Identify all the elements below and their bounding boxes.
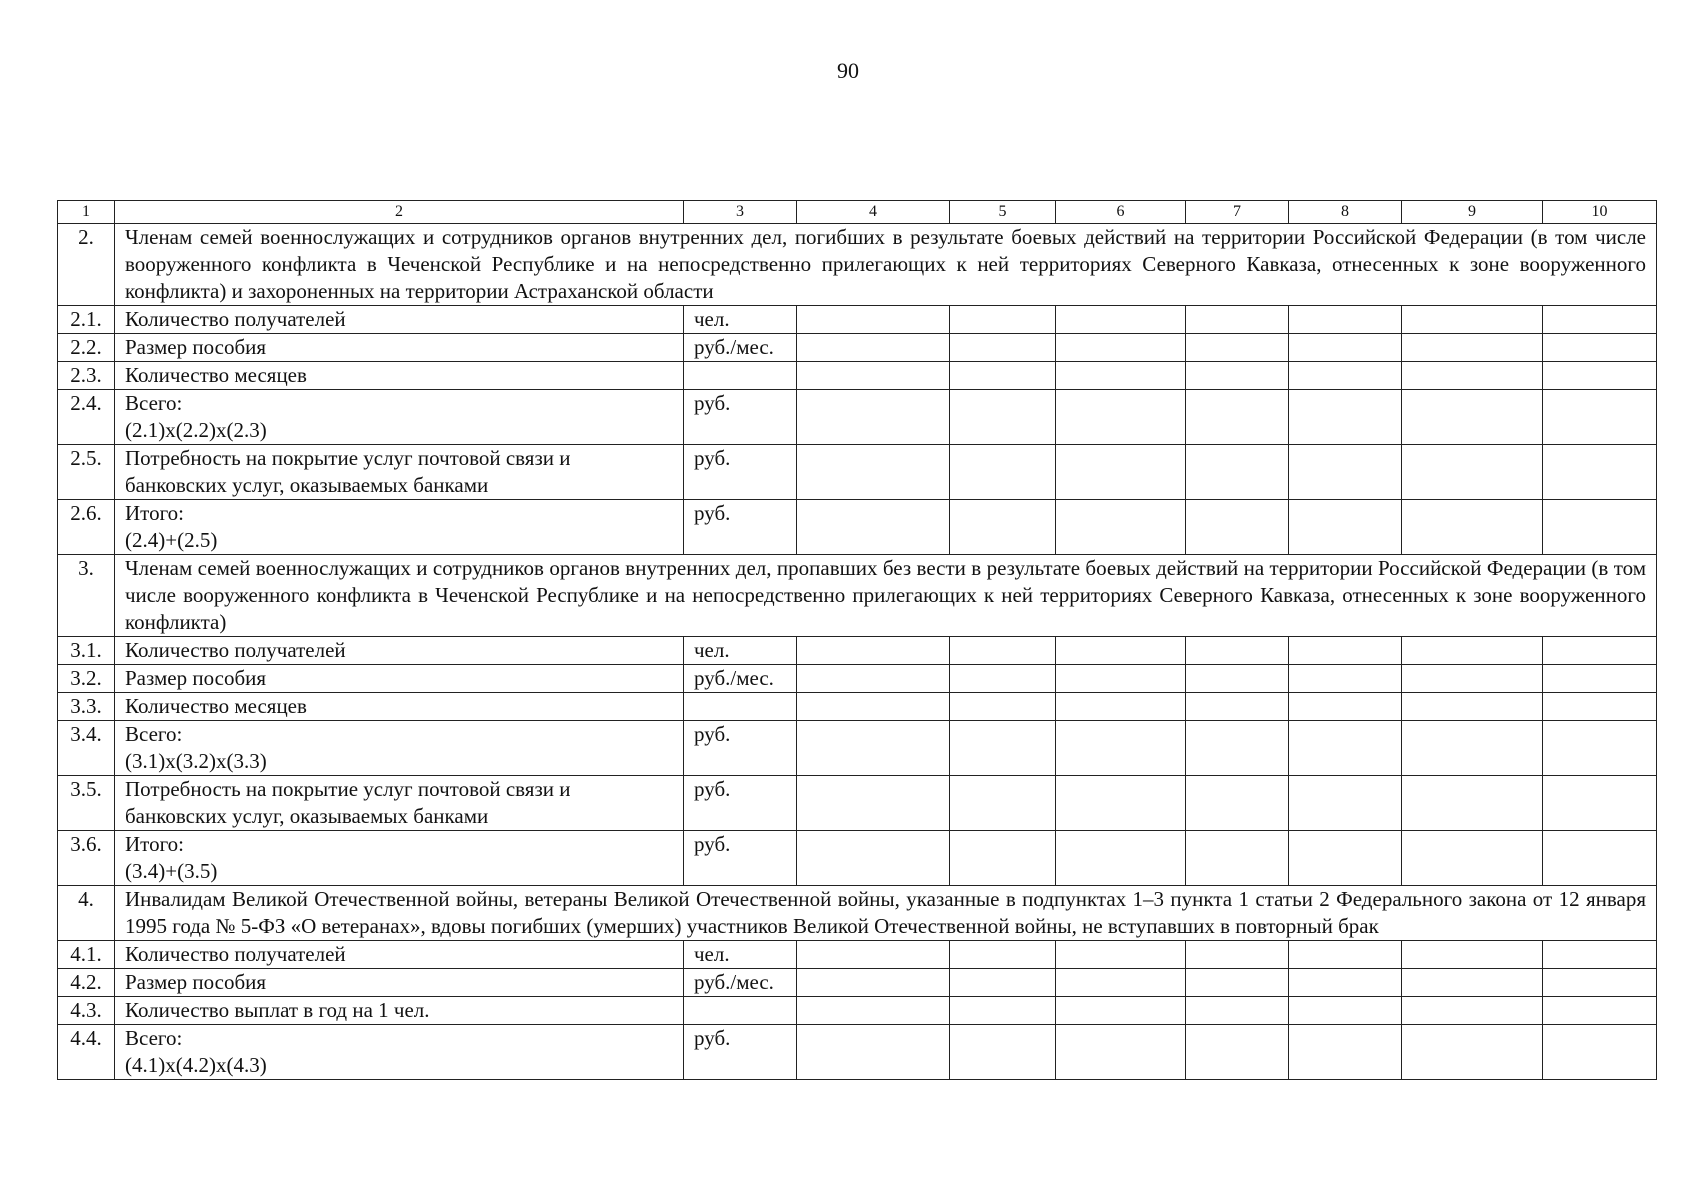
value-cell	[797, 776, 950, 831]
value-cell	[1402, 997, 1543, 1025]
column-number: 3	[684, 201, 797, 224]
row-label-line: Количество выплат в год на 1 чел.	[125, 998, 430, 1022]
value-cell	[797, 637, 950, 665]
value-cell	[1402, 831, 1543, 886]
value-cell	[1056, 500, 1186, 555]
value-cell	[1186, 445, 1289, 500]
value-cell	[797, 969, 950, 997]
value-cell	[1402, 500, 1543, 555]
row-label-line: (4.1)x(4.2)x(4.3)	[125, 1053, 267, 1077]
row-number: 3.2.	[58, 665, 115, 693]
value-cell	[950, 776, 1056, 831]
row-label-line: (2.4)+(2.5)	[125, 528, 218, 552]
value-cell	[1543, 969, 1657, 997]
table-row	[58, 941, 1657, 969]
value-cell	[950, 390, 1056, 445]
row-unit: чел.	[684, 637, 797, 665]
row-label	[115, 831, 684, 886]
value-cell	[1543, 306, 1657, 334]
benefits-table	[57, 200, 1657, 1080]
value-cell	[1186, 500, 1289, 555]
table-row	[58, 445, 1657, 500]
value-cell	[1186, 997, 1289, 1025]
row-unit: руб.	[684, 1025, 797, 1080]
row-label-line: Всего:	[125, 1026, 183, 1050]
value-cell	[1543, 831, 1657, 886]
row-label	[115, 941, 684, 969]
value-cell	[1186, 693, 1289, 721]
table-row	[58, 969, 1657, 997]
value-cell	[1402, 334, 1543, 362]
row-label-line: (3.4)+(3.5)	[125, 859, 218, 883]
table-row	[58, 997, 1657, 1025]
value-cell	[797, 665, 950, 693]
value-cell	[1056, 969, 1186, 997]
value-cell	[1402, 693, 1543, 721]
value-cell	[950, 831, 1056, 886]
column-number: 7	[1186, 201, 1289, 224]
value-cell	[950, 693, 1056, 721]
value-cell	[1402, 721, 1543, 776]
value-cell	[797, 997, 950, 1025]
value-cell	[1402, 306, 1543, 334]
column-number: 6	[1056, 201, 1186, 224]
value-cell	[1289, 362, 1402, 390]
value-cell	[1056, 362, 1186, 390]
value-cell	[1186, 390, 1289, 445]
value-cell	[1056, 997, 1186, 1025]
column-number: 10	[1543, 201, 1657, 224]
row-number: 2.4.	[58, 390, 115, 445]
table-row	[58, 334, 1657, 362]
row-label	[115, 1025, 684, 1080]
row-label	[115, 306, 684, 334]
row-label-line: Количество получателей	[125, 638, 346, 662]
value-cell	[1402, 637, 1543, 665]
value-cell	[1543, 997, 1657, 1025]
value-cell	[1402, 445, 1543, 500]
table-row	[58, 831, 1657, 886]
column-number-row	[58, 201, 1657, 224]
value-cell	[1543, 693, 1657, 721]
section-row	[58, 886, 1657, 941]
value-cell	[1186, 334, 1289, 362]
value-cell	[1402, 969, 1543, 997]
value-cell	[1056, 665, 1186, 693]
value-cell	[950, 637, 1056, 665]
value-cell	[1186, 941, 1289, 969]
value-cell	[1186, 362, 1289, 390]
table-row	[58, 665, 1657, 693]
row-label-line: Итого:	[125, 832, 184, 856]
section-title: Инвалидам Великой Отечественной войны, ветераны Великой Отечественной войны, указанные в подпунктах 1–3 пункта 1 статьи 2 Федерального закона от 12 января 1995 года № 5-ФЗ «О ветеранах», вдовы погибших (умерших) участников Великой Отечественной войны, не вступавших в повторный брак	[115, 886, 1657, 941]
row-number: 3.4.	[58, 721, 115, 776]
row-number: 4.2.	[58, 969, 115, 997]
value-cell	[1543, 445, 1657, 500]
row-number: 4.4.	[58, 1025, 115, 1080]
row-label-line: Размер пособия	[125, 335, 267, 359]
value-cell	[1543, 362, 1657, 390]
row-label-line: Потребность на покрытие услуг почтовой связи и	[125, 446, 571, 470]
row-unit	[684, 693, 797, 721]
section-row	[58, 224, 1657, 306]
value-cell	[1289, 500, 1402, 555]
row-number: 2.3.	[58, 362, 115, 390]
row-label-line: Количество получателей	[125, 307, 346, 331]
row-label-line: (3.1)x(3.2)x(3.3)	[125, 749, 267, 773]
value-cell	[1289, 997, 1402, 1025]
row-unit: руб./мес.	[684, 334, 797, 362]
value-cell	[1289, 969, 1402, 997]
row-label	[115, 334, 684, 362]
value-cell	[1402, 941, 1543, 969]
value-cell	[1289, 306, 1402, 334]
value-cell	[1543, 721, 1657, 776]
value-cell	[797, 831, 950, 886]
table-row	[58, 693, 1657, 721]
row-unit: руб.	[684, 721, 797, 776]
value-cell	[1056, 334, 1186, 362]
row-label-line: банковских услуг, оказываемых банками	[125, 804, 489, 828]
row-label	[115, 693, 684, 721]
row-label-line: банковских услуг, оказываемых банками	[125, 473, 489, 497]
column-number: 8	[1289, 201, 1402, 224]
section-number: 4.	[58, 886, 115, 941]
row-unit	[684, 362, 797, 390]
value-cell	[1186, 665, 1289, 693]
row-number: 3.1.	[58, 637, 115, 665]
row-number: 4.3.	[58, 997, 115, 1025]
row-unit	[684, 997, 797, 1025]
value-cell	[950, 941, 1056, 969]
column-number: 9	[1402, 201, 1543, 224]
section-title: Членам семей военнослужащих и сотрудников органов внутренних дел, пропавших без вести в результате боевых действий на территории Российской Федерации (в том числе вооруженного конфликта в Чеченской Республике и на непосредственно прилегающих к ней территориях Северного Кавказа, отнесенных к зоне вооруженного конфликта)	[115, 555, 1657, 637]
value-cell	[1186, 1025, 1289, 1080]
row-label-line: Количество получателей	[125, 942, 346, 966]
row-label-line: Всего:	[125, 391, 183, 415]
value-cell	[950, 721, 1056, 776]
value-cell	[1186, 831, 1289, 886]
value-cell	[1289, 776, 1402, 831]
section-row	[58, 555, 1657, 637]
value-cell	[797, 721, 950, 776]
value-cell	[797, 1025, 950, 1080]
value-cell	[950, 334, 1056, 362]
value-cell	[1543, 334, 1657, 362]
row-label-line: Количество месяцев	[125, 363, 307, 387]
table-row	[58, 776, 1657, 831]
value-cell	[1289, 693, 1402, 721]
table-body	[58, 201, 1657, 1080]
value-cell	[1543, 1025, 1657, 1080]
value-cell	[797, 334, 950, 362]
value-cell	[1289, 941, 1402, 969]
page-number: 90	[837, 58, 859, 83]
value-cell	[1543, 500, 1657, 555]
row-label	[115, 969, 684, 997]
value-cell	[1186, 721, 1289, 776]
value-cell	[1402, 776, 1543, 831]
row-label-line: Итого:	[125, 501, 184, 525]
value-cell	[1402, 390, 1543, 445]
value-cell	[1289, 390, 1402, 445]
value-cell	[1186, 776, 1289, 831]
value-cell	[1543, 941, 1657, 969]
column-number: 2	[115, 201, 684, 224]
table-row	[58, 500, 1657, 555]
value-cell	[1056, 445, 1186, 500]
row-unit: чел.	[684, 941, 797, 969]
row-label-line: Количество месяцев	[125, 694, 307, 718]
value-cell	[1402, 1025, 1543, 1080]
value-cell	[950, 500, 1056, 555]
value-cell	[1056, 721, 1186, 776]
value-cell	[1056, 693, 1186, 721]
row-number: 2.5.	[58, 445, 115, 500]
value-cell	[1289, 637, 1402, 665]
row-label-line: Потребность на покрытие услуг почтовой связи и	[125, 777, 571, 801]
column-number: 5	[950, 201, 1056, 224]
value-cell	[1056, 1025, 1186, 1080]
value-cell	[1402, 665, 1543, 693]
value-cell	[1543, 665, 1657, 693]
value-cell	[1056, 306, 1186, 334]
row-unit: руб.	[684, 776, 797, 831]
row-number: 2.1.	[58, 306, 115, 334]
value-cell	[950, 969, 1056, 997]
value-cell	[1289, 831, 1402, 886]
value-cell	[797, 500, 950, 555]
value-cell	[950, 445, 1056, 500]
row-number: 4.1.	[58, 941, 115, 969]
row-number: 2.6.	[58, 500, 115, 555]
row-number: 2.2.	[58, 334, 115, 362]
section-number: 3.	[58, 555, 115, 637]
row-label-line: Размер пособия	[125, 970, 267, 994]
value-cell	[950, 1025, 1056, 1080]
value-cell	[1543, 776, 1657, 831]
row-unit: руб./мес.	[684, 969, 797, 997]
value-cell	[1056, 390, 1186, 445]
row-label-line: (2.1)x(2.2)x(2.3)	[125, 418, 267, 442]
row-unit: руб./мес.	[684, 665, 797, 693]
value-cell	[950, 306, 1056, 334]
row-label-line: Размер пособия	[125, 666, 267, 690]
row-unit: руб.	[684, 831, 797, 886]
value-cell	[1056, 776, 1186, 831]
value-cell	[1289, 445, 1402, 500]
value-cell	[1289, 665, 1402, 693]
row-label	[115, 362, 684, 390]
value-cell	[1186, 969, 1289, 997]
value-cell	[797, 693, 950, 721]
table-row	[58, 1025, 1657, 1080]
row-label	[115, 390, 684, 445]
value-cell	[1289, 721, 1402, 776]
table-row	[58, 637, 1657, 665]
value-cell	[797, 445, 950, 500]
row-label	[115, 637, 684, 665]
row-unit: чел.	[684, 306, 797, 334]
row-label-line: Всего:	[125, 722, 183, 746]
row-label	[115, 665, 684, 693]
value-cell	[1056, 941, 1186, 969]
value-cell	[797, 306, 950, 334]
value-cell	[1289, 1025, 1402, 1080]
row-unit: руб.	[684, 500, 797, 555]
column-number: 4	[797, 201, 950, 224]
value-cell	[1186, 306, 1289, 334]
row-label	[115, 500, 684, 555]
value-cell	[950, 665, 1056, 693]
value-cell	[950, 362, 1056, 390]
row-unit: руб.	[684, 445, 797, 500]
table-row	[58, 721, 1657, 776]
row-label	[115, 721, 684, 776]
row-number: 3.6.	[58, 831, 115, 886]
row-number: 3.5.	[58, 776, 115, 831]
value-cell	[1543, 390, 1657, 445]
value-cell	[1056, 637, 1186, 665]
section-title: Членам семей военнослужащих и сотрудников органов внутренних дел, погибших в результате боевых действий на территории Российской Федерации (в том числе вооруженного конфликта в Чеченской Республике и на непосредственно прилегающих к ней территориях Северного Кавказа, отнесенных к зоне вооруженного конфликта) и захороненных на территории Астраханской области	[115, 224, 1657, 306]
value-cell	[797, 941, 950, 969]
table-row	[58, 306, 1657, 334]
row-label	[115, 445, 684, 500]
value-cell	[1289, 334, 1402, 362]
value-cell	[950, 997, 1056, 1025]
value-cell	[1402, 362, 1543, 390]
row-unit: руб.	[684, 390, 797, 445]
section-number: 2.	[58, 224, 115, 306]
table-row	[58, 390, 1657, 445]
value-cell	[1056, 831, 1186, 886]
value-cell	[797, 390, 950, 445]
column-number: 1	[58, 201, 115, 224]
value-cell	[1186, 637, 1289, 665]
value-cell	[1543, 637, 1657, 665]
table-row	[58, 362, 1657, 390]
row-label	[115, 997, 684, 1025]
row-number: 3.3.	[58, 693, 115, 721]
value-cell	[797, 362, 950, 390]
row-label	[115, 776, 684, 831]
